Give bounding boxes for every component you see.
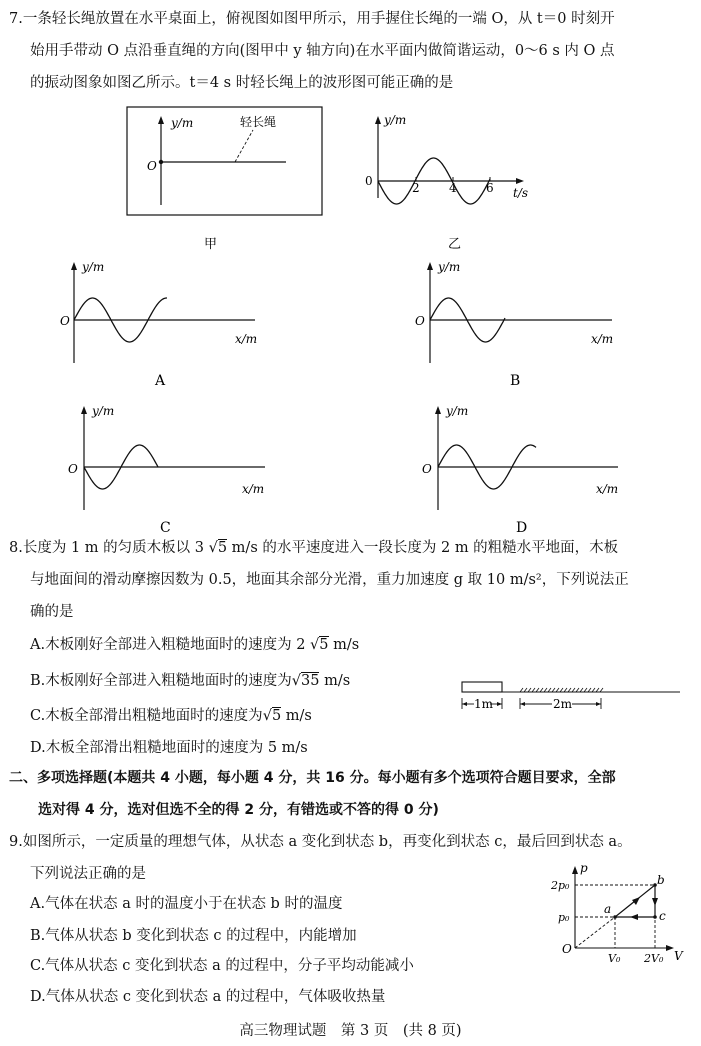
q7-line3: 的振动图象如图乙所示。t＝4 s 时轻长绳上的波形图可能正确的是 <box>30 75 454 91</box>
a-x-label: x/m <box>235 332 258 346</box>
page-footer: 高三物理试题 第 3 页 (共 8 页) <box>239 1023 462 1039</box>
a-y-label: y/m <box>82 260 105 274</box>
yi-x-label: t/s <box>513 186 529 200</box>
q8-option-c: C.木板全部滑出粗糙地面时的速度为√5 m/s <box>30 708 312 724</box>
q7-line2: 始用手带动 O 点沿垂直绳的方向(图甲中 y 轴方向)在水平面内做简谐运动，0～6 s 内 O 点 <box>30 43 615 59</box>
q9-p2: 2p₀ <box>551 879 570 892</box>
d-origin: O <box>422 462 432 476</box>
q9-v2: 2V₀ <box>644 952 664 965</box>
b-y-label: y/m <box>438 260 461 274</box>
q9-point-c: c <box>659 909 666 923</box>
q9-v1: V₀ <box>608 952 621 965</box>
a-origin: O <box>60 314 70 328</box>
section2-line1: 二、多项选择题(本题共 4 小题，每小题 4 分，共 16 分。每小题有多个选项符合题目要求，全部 <box>9 770 616 786</box>
q8-line1: 8.长度为 1 m 的匀质木板以 3 √5 m/s 的水平速度进入一段长度为 2 m 的粗糙水平地面，木板 <box>9 540 619 556</box>
q9-point-a: a <box>604 902 612 916</box>
yi-y-label: y/m <box>384 113 407 127</box>
section2-line2: 选对得 4 分，选对但选不全的得 2 分，有错选或不答的得 0 分) <box>38 802 439 818</box>
b-letter: B <box>510 373 521 389</box>
q9-line1: 9.如图所示，一定质量的理想气体，从状态 a 变化到状态 b，再变化到状态 c，最后回到状态 a。 <box>9 834 632 850</box>
yi-tick-6: 6 <box>486 181 494 195</box>
q8-option-b: B.木板刚好全部进入粗糙地面时的速度为√35 m/s <box>30 673 351 689</box>
jia-caption: 甲 <box>204 237 218 252</box>
b-origin: O <box>415 314 425 328</box>
q8-line2: 与地面间的滑动摩擦因数为 0.5，地面其余部分光滑，重力加速度 g 取 10 m/s²，下列说法正 <box>30 572 629 588</box>
c-y-label: y/m <box>92 404 115 418</box>
q9-p-axis: p <box>580 861 588 875</box>
q9-line2: 下列说法正确的是 <box>30 866 146 882</box>
yi-tick-4: 4 <box>449 181 457 195</box>
d-letter: D <box>516 520 528 536</box>
d-x-label: x/m <box>596 482 619 496</box>
q9-option-a: A.气体在状态 a 时的温度小于在状态 b 时的温度 <box>30 896 343 912</box>
yi-caption: 乙 <box>448 237 462 252</box>
q9-option-c: C.气体从状态 c 变化到状态 a 的过程中，分子平均动能减小 <box>30 958 414 974</box>
q9-option-b: B.气体从状态 b 变化到状态 c 的过程中，内能增加 <box>30 928 357 944</box>
q9-p1: p₀ <box>558 911 570 924</box>
q9-option-d: D.气体从状态 c 变化到状态 a 的过程中，气体吸收热量 <box>30 989 386 1005</box>
jia-origin: O <box>147 159 157 173</box>
q9-origin: O <box>562 942 572 956</box>
q9-point-b: b <box>657 873 665 887</box>
yi-tick-2: 2 <box>412 181 420 195</box>
q8-option-d: D.木板全部滑出粗糙地面时的速度为 5 m/s <box>30 740 308 756</box>
q8-option-a: A.木板刚好全部进入粗糙地面时的速度为 2 √5 m/s <box>30 637 360 653</box>
q8-line3: 确的是 <box>30 604 74 620</box>
c-x-label: x/m <box>242 482 265 496</box>
d-y-label: y/m <box>446 404 469 418</box>
c-letter: C <box>160 520 171 536</box>
c-origin: O <box>68 462 78 476</box>
q8-len2: 2m <box>553 697 573 711</box>
a-letter: A <box>155 373 166 389</box>
b-x-label: x/m <box>591 332 614 346</box>
jia-rope-label: 轻长绳 <box>240 115 277 129</box>
yi-origin: 0 <box>365 174 373 188</box>
q8-len1: 1m <box>474 697 494 711</box>
q7-line1: 7.一条轻长绳放置在水平桌面上，俯视图如图甲所示，用手握住长绳的一端 O，从 t＝0 时刻开 <box>9 11 615 27</box>
jia-y-label: y/m <box>171 116 194 130</box>
q9-v-axis: V <box>674 949 683 963</box>
